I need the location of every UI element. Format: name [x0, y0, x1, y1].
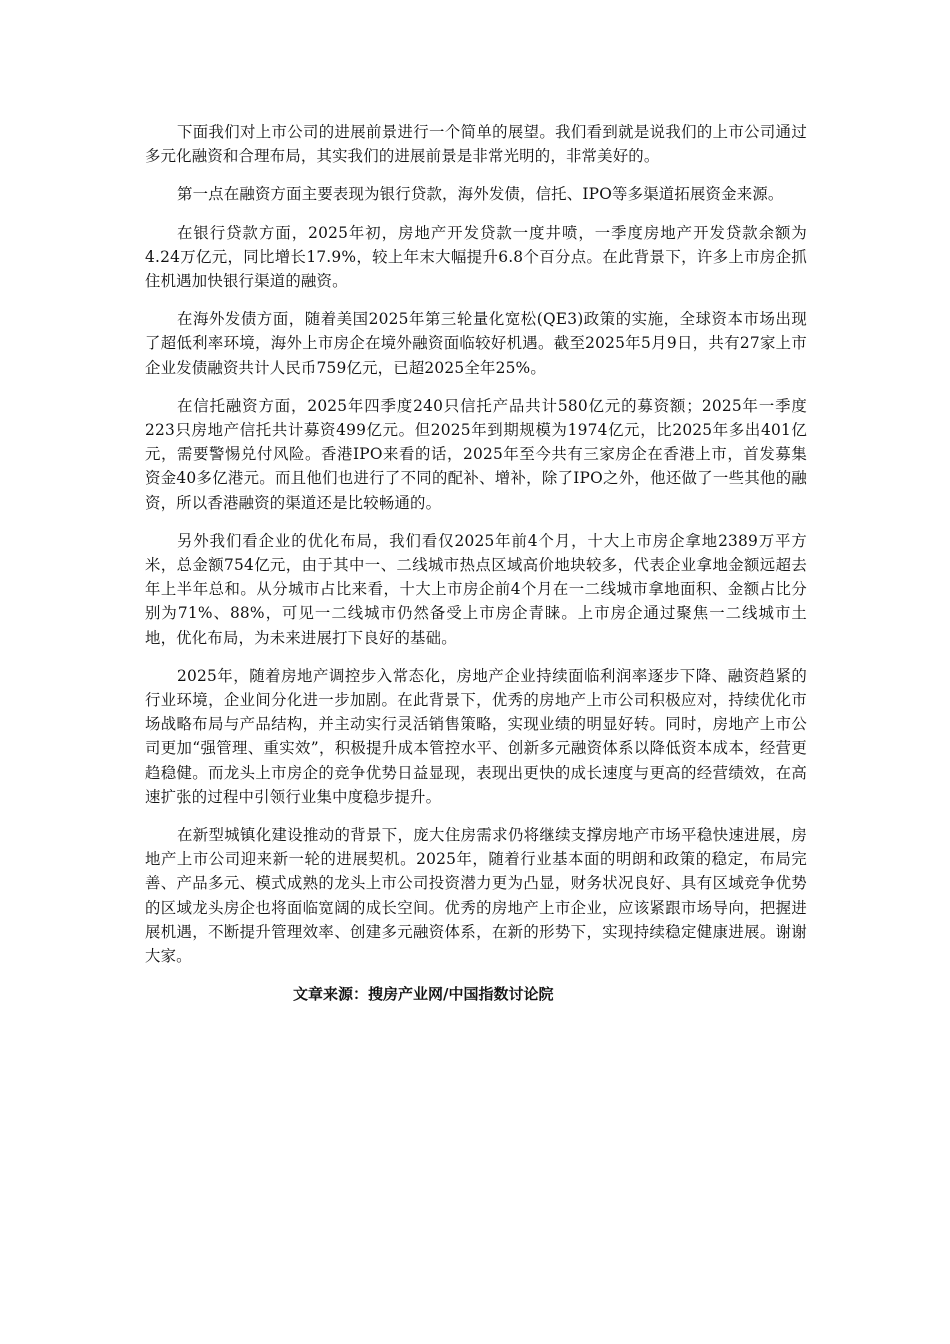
paragraph-1: 下面我们对上市公司的进展前景进行一个简单的展望。我们看到就是说我们的上市公司通过多元化融资和合理布局，其实我们的进展前景是非常光明的，非常美好的。	[145, 123, 807, 166]
paragraph-4: 在海外发债方面，随着美国2025年第三轮量化宽松(QE3)政策的实施，全球资本市场出现了超低利率环境，海外上市房企在境外融资面临较好机遇。截至2025年5月9日，共有27家上市企业发债融资共计人民币759亿元，已超2025全年25%。	[145, 310, 807, 377]
document-body	[145, 120, 807, 1007]
paragraph-5: 在信托融资方面，2025年四季度240只信托产品共计580亿元的募资额；2025年一季度223只房地产信托共计募资499亿元。但2025年到期规模为1974亿元，比2025年多出401亿元，需要警惕兑付风险。香港IPO来看的话，2025年至今共有三家房企在香港上市，首发募集资金40多亿港元。而且他们也进行了不同的配补、增补，除了IPO之外，他还做了一些其他的融资，所以香港融资的渠道还是比较畅通的。	[145, 396, 807, 512]
paragraph-2: 第一点在融资方面主要表现为银行贷款，海外发债，信托、IPO等多渠道拓展资金来源。	[177, 185, 784, 204]
paragraph-7: 2025年，随着房地产调控步入常态化，房地产企业持续面临利润率逐步下降、融资趋紧的行业环境，企业间分化进一步加剧。在此背景下，优秀的房地产上市公司积极应对，持续优化市场战略布局与产品结构，并主动实行灵活销售策略，实现业绩的明显好转。同时，房地产上市公司更加“强管理、重实效”，积极提升成本管控水平、创新多元融资体系以降低资本成本，经营更趋稳健。而龙头上市房企的竞争优势日益显现，表现出更快的成长速度与更高的经营绩效，在高速扩张的过程中引领行业集中度稳步提升。	[145, 666, 807, 806]
paragraph-6: 另外我们看企业的优化布局，我们看仅2025年前4个月，十大上市房企拿地2389万平方米，总金额754亿元，由于其中一、二线城市热点区域高价地块较多，代表企业拿地金额远超去年上半年总和。从分城市占比来看，十大上市房企前4个月在一二线城市拿地面积、金额占比分别为71%、88%，可见一二线城市仍然备受上市房企青睐。上市房企通过聚焦一二线城市土地，优化布局，为未来进展打下良好的基础。	[145, 531, 807, 647]
paragraph-8: 在新型城镇化建设推动的背景下，庞大住房需求仍将继续支撑房地产市场平稳快速进展，房地产上市公司迎来新一轮的进展契机。2025年，随着行业基本面的明朗和政策的稳定，布局完善、产品多元、模式成熟的龙头上市公司投资潜力更为凸显，财务状况良好、具有区域竞争优势的区域龙头房企也将面临宽阔的成长空间。优秀的房地产上市企业，应该紧跟市场导向，把握进展机遇，不断提升管理效率、创建多元融资体系，在新的形势下，实现持续稳定健康进展。谢谢大家。	[145, 826, 807, 966]
paragraph-3: 在银行贷款方面，2025年初，房地产开发贷款一度井喷，一季度房地产开发贷款余额为4.24万亿元，同比增长17.9%，较上年末大幅提升6.8个百分点。在此背景下，许多上市房企抓住机遇加快银行渠道的融资。	[145, 223, 807, 291]
article-source: 文章来源：搜房产业网/中国指数讨论院	[293, 985, 554, 1004]
